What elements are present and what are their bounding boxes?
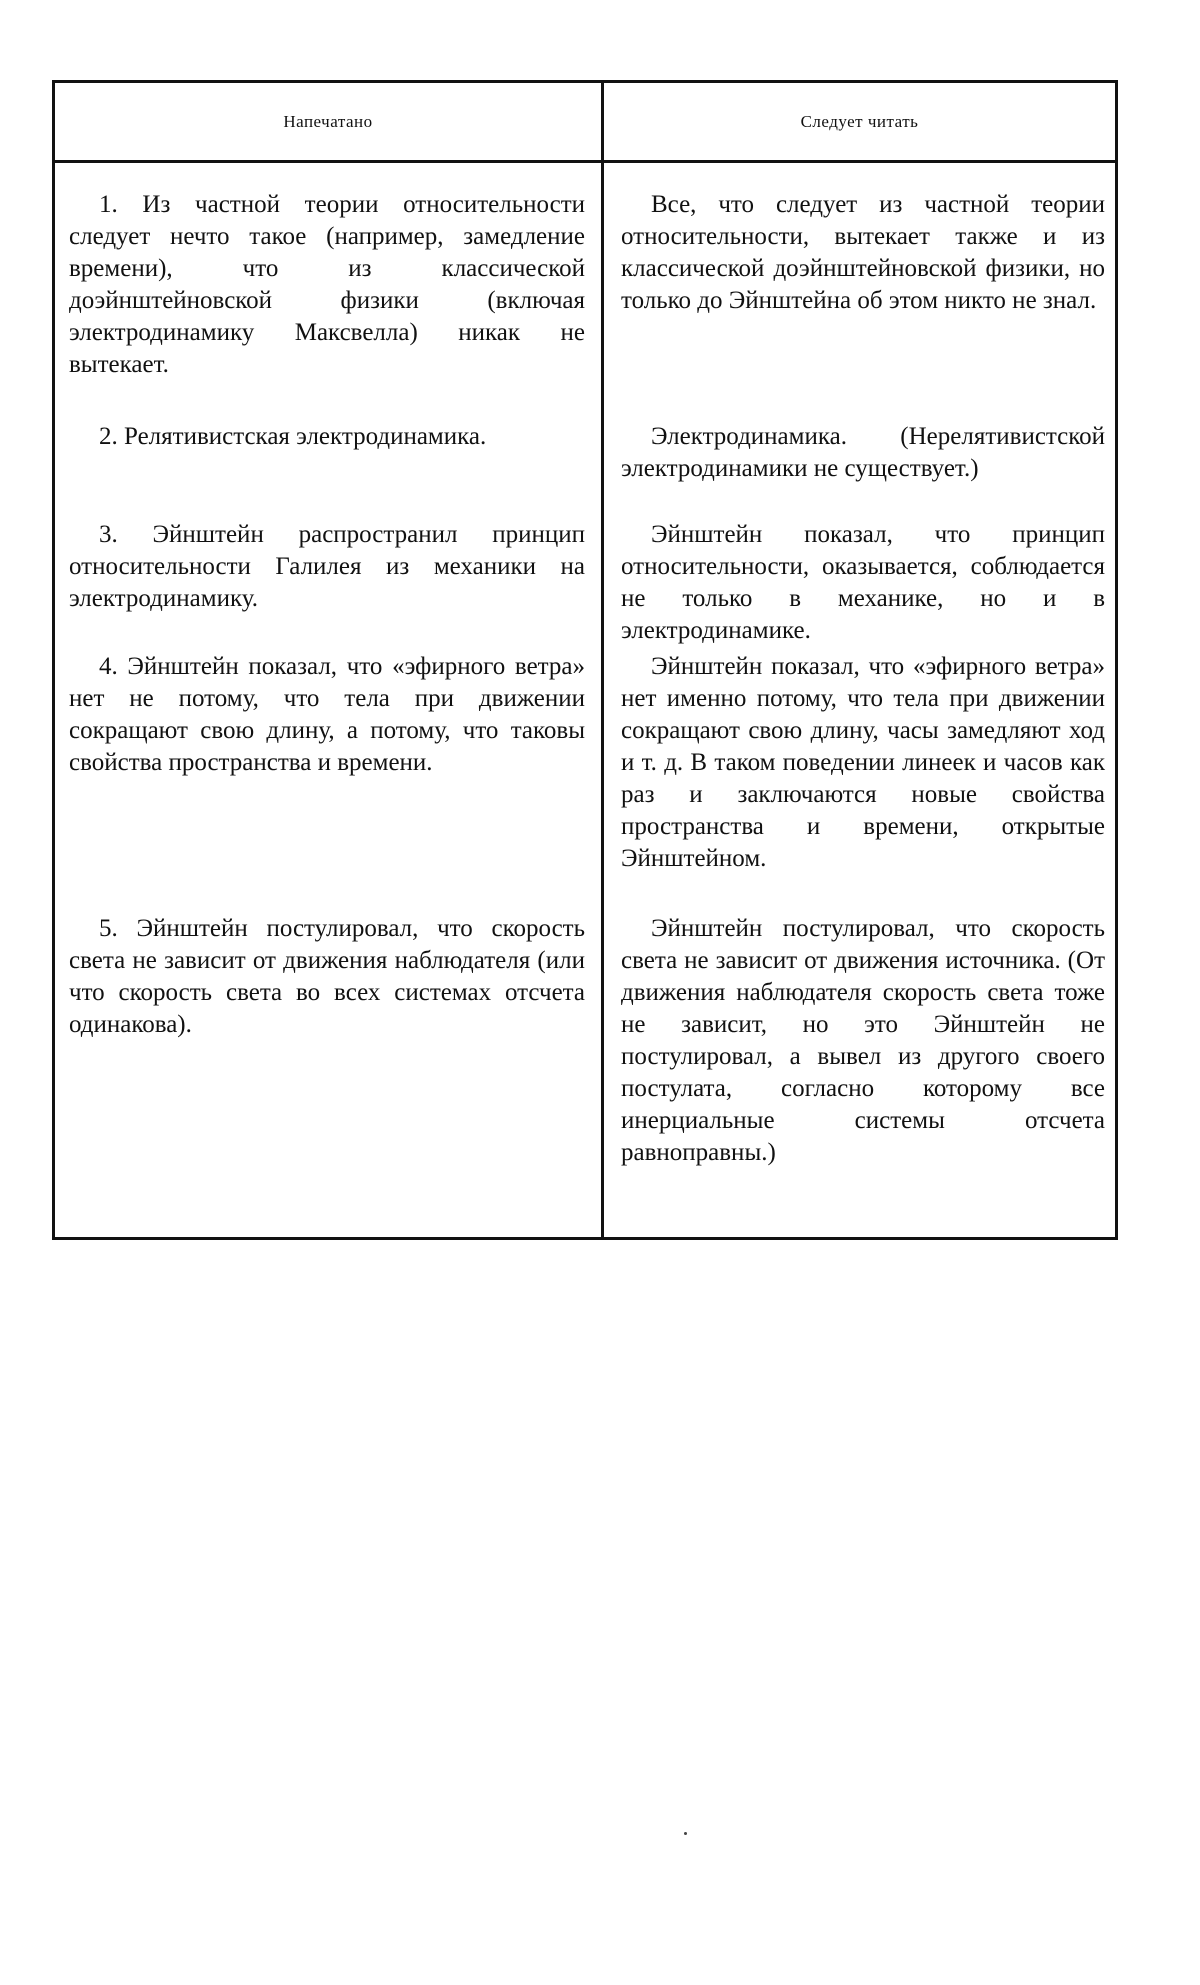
row-2-should-read: Электродинамика. (Нерелятивистской электродинамики не существует.) [621, 421, 1105, 485]
header-rule [55, 160, 1115, 163]
row-2-printed: 2. Релятивистская электродинамика. [69, 421, 585, 453]
row-5-should-read: Эйнштейн постулировал, что скорость света не зависит от движения источника. (От движения наблюдателя скорость света тоже не зависит, но это Эйнштейн не постулировал, а вывел из другого своего постулата, согласно которому все инерциальные системы отсчета равноправны.) [621, 913, 1105, 1169]
column-divider [601, 83, 604, 1237]
row-5-printed: 5. Эйнштейн постулировал, что скорость света не зависит от движения наблюдателя (или что скорость света во всех системах отсчета одинакова). [69, 913, 585, 1041]
row-1-should-read: Все, что следует из частной теории относительности, вытекает также и из классической доэйнштейновской физики, но только до Эйнштейна об этом никто не знал. [621, 189, 1105, 317]
errata-table [52, 80, 1118, 1240]
row-3-printed: 3. Эйнштейн распространил принцип относительности Галилея из механики на электродинамику. [69, 519, 585, 615]
row-3-should-read: Эйнштейн показал, что принцип относительности, оказывается, соблюдается не только в механике, но и в электродинамике. [621, 519, 1105, 647]
row-4-should-read: Эйнштейн показал, что «эфирного ветра» нет именно потому, что тела при движении сокращают свою длину, часы замедляют ход и т. д. В таком поведении линеек и часов как раз и заключаются новые свойства пространства и времени, открытые Эйнштейном. [621, 651, 1105, 875]
row-4-printed: 4. Эйнштейн показал, что «эфирного ветра» нет не потому, что тела при движении сокращают свою длину, а потому, что таковы свойства пространства и времени. [69, 651, 585, 779]
stray-mark [684, 1832, 687, 1835]
row-1-printed: 1. Из частной теории относительности следует нечто такое (например, замедление времени), что из классической доэйнштейновской физики (включая электродинамику Максвелла) никак не вытекает. [69, 189, 585, 381]
header-printed: Напечатано [55, 83, 601, 160]
header-should-read: Следует читать [604, 83, 1115, 160]
